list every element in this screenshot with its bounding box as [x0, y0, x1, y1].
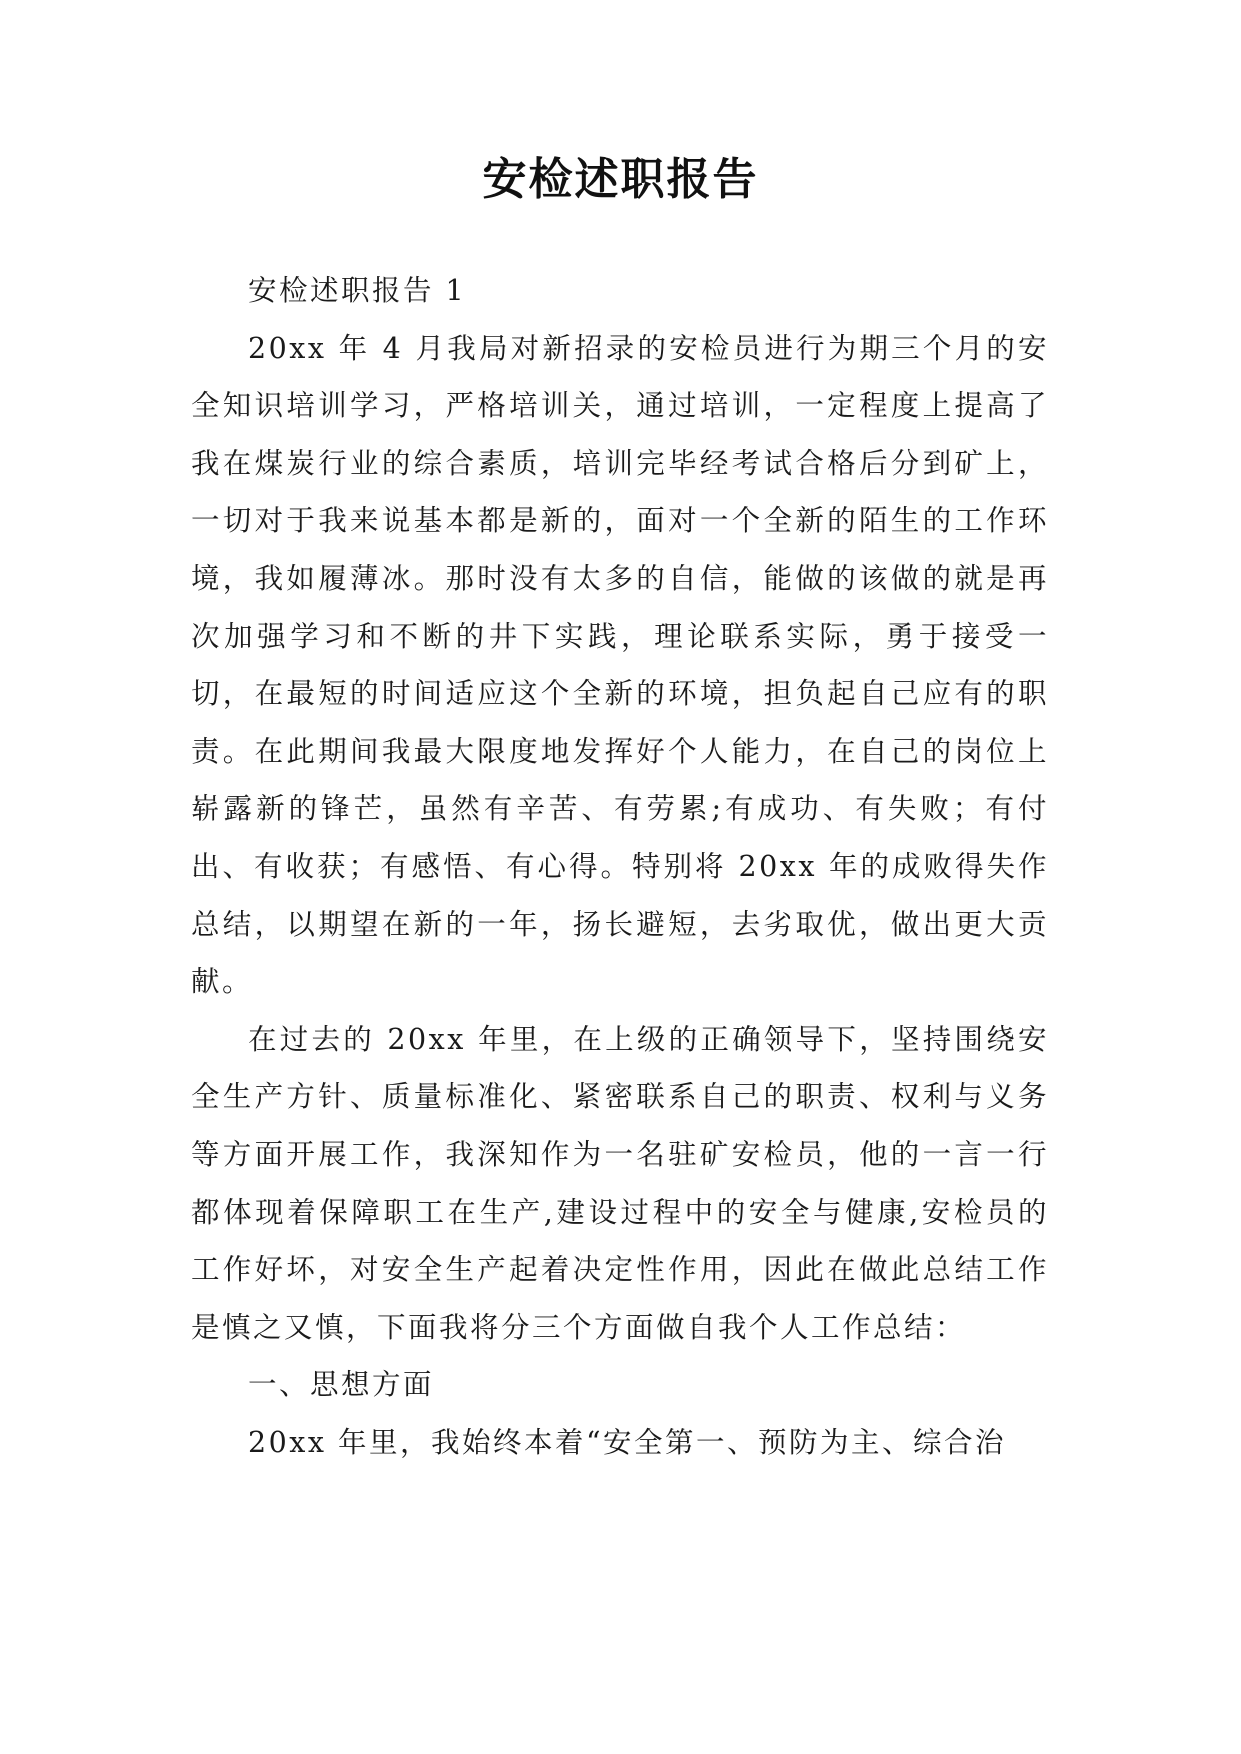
body-paragraph-ideology: 20xx 年里，我始终本着“安全第一、预防为主、综合治 — [248, 1425, 1007, 1459]
section-heading-ideology: 一、思想方面 — [248, 1368, 435, 1402]
document-title: 安检述职报告 — [482, 154, 759, 205]
body-paragraph-past-year: 在过去的 20xx 年里，在上级的正确领导下，坚持围绕安全生产方针、质量标准化、紧密联系自己的职责、权利与义务等方面开展工作，我深知作为一名驻矿安检员，他的一言一行都体现着保障职工在生产,建设过程中的安全与健康,安检员的工作好坏，对安全生产起着决定性作用，因此在做此总结工作是慎之又慎，下面我将分三个方面做自我个人工作总结： — [191, 1022, 1049, 1344]
body-paragraph-training: 20xx 年 4 月我局对新招录的安检员进行为期三个月的安全知识培训学习，严格培训关，通过培训，一定程度上提高了我在煤炭行业的综合素质，培训完毕经考试合格后分到矿上，一切对于我来说基本都是新的，面对一个全新的陌生的工作环境，我如履薄冰。那时没有太多的自信，能做的该做的就是再次加强学习和不断的井下实践，理论联系实际，勇于接受一切，在最短的时间适应这个全新的环境，担负起自己应有的职责。在此期间我最大限度地发挥好个人能力，在自己的岗位上崭露新的锋芒，虽然有辛苦、有劳累;有成功、有失败；有付出、有收获；有感悟、有心得。特别将 20xx 年的成败得失作总结，以期望在新的一年，扬长避短，去劣取优，做出更大贡献。 — [191, 331, 1049, 999]
section-heading-report-1: 安检述职报告 1 — [248, 274, 467, 307]
document-body — [191, 262, 1049, 1471]
